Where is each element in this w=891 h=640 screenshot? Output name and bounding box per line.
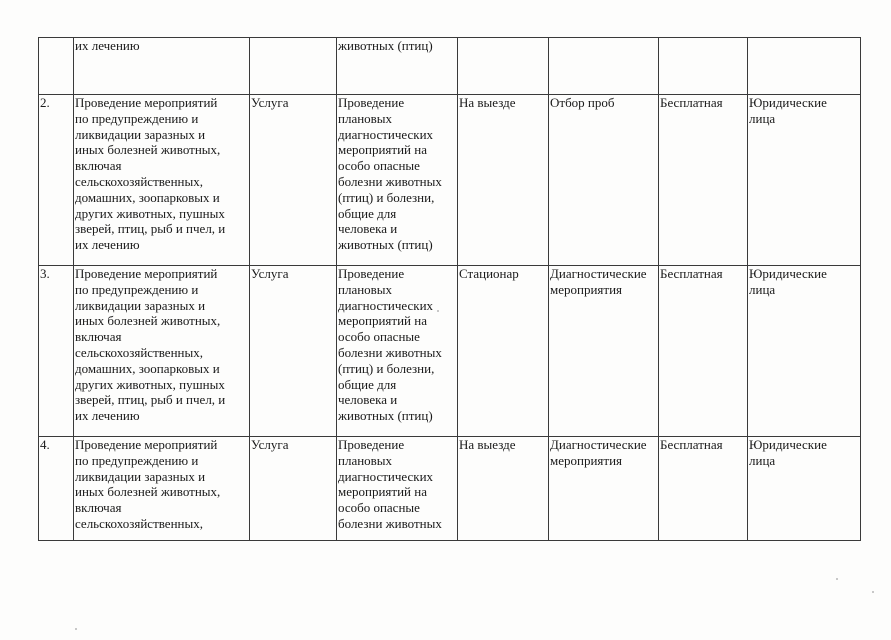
service-description-cell: Проведение плановых диагностических мероприятий на особо опасные болезни животных (птиц) и болезни, общие для человека и животных (птиц) bbox=[337, 266, 458, 437]
row-number-cell bbox=[39, 38, 74, 95]
service-method-cell bbox=[549, 38, 659, 95]
service-method-cell: Диагностические мероприятия bbox=[549, 437, 659, 541]
service-description-cell: Проведение плановых диагностических мероприятий на особо опасные болезни животных bbox=[337, 437, 458, 541]
service-place-cell: На выезде bbox=[458, 437, 549, 541]
service-description-cell: животных (птиц) bbox=[337, 38, 458, 95]
payment-type-cell: Бесплатная bbox=[659, 437, 748, 541]
service-place-cell: На выезде bbox=[458, 95, 549, 266]
scan-speck bbox=[872, 591, 874, 593]
service-method-cell: Диагностические мероприятия bbox=[549, 266, 659, 437]
service-kind-cell: Услуга bbox=[250, 95, 337, 266]
payment-type-cell: Бесплатная bbox=[659, 95, 748, 266]
table-row bbox=[39, 437, 861, 541]
service-place-cell bbox=[458, 38, 549, 95]
service-kind-cell bbox=[250, 38, 337, 95]
scan-speck bbox=[75, 628, 77, 630]
service-name-cell: Проведение мероприятий по предупреждению и ликвидации заразных и иных болезней животных, включая сельскохозяйственных, домашних, зоопарковых и других животных, пушных зверей, птиц, рыб и пчел, и их лечению bbox=[74, 95, 250, 266]
service-name-cell: Проведение мероприятий по предупреждению и ликвидации заразных и иных болезней животных, включая сельскохозяйственных, домашних, зоопарковых и других животных, пушных зверей, птиц, рыб и пчел, и их лечению bbox=[74, 266, 250, 437]
consumers-cell bbox=[748, 38, 861, 95]
row-number-cell: 2. bbox=[39, 95, 74, 266]
table-row bbox=[39, 95, 861, 266]
payment-type-cell: Бесплатная bbox=[659, 266, 748, 437]
scan-speck bbox=[836, 578, 838, 580]
row-number-cell: 3. bbox=[39, 266, 74, 437]
row-number-cell: 4. bbox=[39, 437, 74, 541]
service-name-cell: Проведение мероприятий по предупреждению и ликвидации заразных и иных болезней животных, включая сельскохозяйственных, bbox=[74, 437, 250, 541]
service-kind-cell: Услуга bbox=[250, 266, 337, 437]
consumers-cell: Юридические лица bbox=[748, 95, 861, 266]
service-description-cell: Проведение плановых диагностических мероприятий на особо опасные болезни животных (птиц) и болезни, общие для человека и животных (птиц) bbox=[337, 95, 458, 266]
service-kind-cell: Услуга bbox=[250, 437, 337, 541]
table-row bbox=[39, 266, 861, 437]
table-row bbox=[39, 38, 861, 95]
services-table bbox=[38, 37, 861, 541]
payment-type-cell bbox=[659, 38, 748, 95]
scan-speck bbox=[437, 310, 439, 312]
consumers-cell: Юридические лица bbox=[748, 266, 861, 437]
service-name-cell: их лечению bbox=[74, 38, 250, 95]
service-method-cell: Отбор проб bbox=[549, 95, 659, 266]
consumers-cell: Юридические лица bbox=[748, 437, 861, 541]
service-place-cell: Стационар bbox=[458, 266, 549, 437]
